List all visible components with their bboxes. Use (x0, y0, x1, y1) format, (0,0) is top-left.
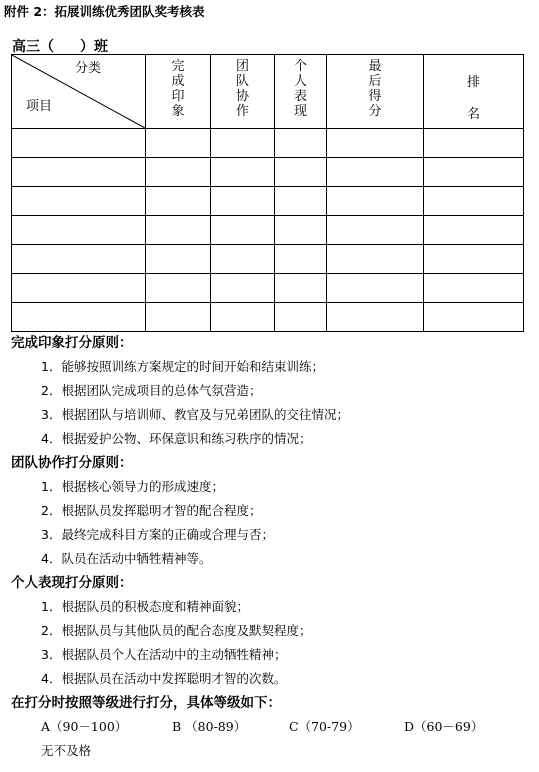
score-cell[interactable] (327, 129, 424, 158)
grade-c: C（70-79） (289, 719, 360, 734)
score-cell[interactable] (211, 303, 275, 332)
table-row (12, 245, 524, 274)
score-cell[interactable] (424, 187, 524, 216)
score-cell[interactable] (146, 158, 211, 187)
score-cell[interactable] (275, 187, 327, 216)
column-header-rank: 排 名 (424, 55, 524, 129)
section-title: 团队协作打分原则： (11, 455, 133, 471)
rule-item: 1．根据队员的积极态度和精神面貌； (41, 599, 249, 614)
section-title: 个人表现打分原则： (11, 575, 133, 591)
score-cell[interactable] (424, 303, 524, 332)
table-row (12, 129, 524, 158)
rule-item: 4．根据队员在活动中发挥聪明才智的次数。 (41, 671, 287, 686)
table-row (12, 158, 524, 187)
rule-item: 2．根据团队完成项目的总体气氛营造； (41, 383, 262, 398)
grade-a: A（90－100） (41, 719, 128, 734)
score-cell[interactable] (211, 216, 275, 245)
score-cell[interactable] (211, 245, 275, 274)
score-cell[interactable] (146, 274, 211, 303)
rules-section-individual (11, 571, 531, 691)
score-cell[interactable] (327, 216, 424, 245)
column-header-completion: 完成印象 (146, 55, 211, 129)
rule-item: 3．最终完成科目方案的正确或合理与否； (41, 527, 274, 542)
score-cell[interactable] (275, 158, 327, 187)
score-cell[interactable] (275, 129, 327, 158)
score-cell[interactable] (327, 158, 424, 187)
grade-d: D（60－69） (404, 719, 484, 734)
corner-item-label: 项目 (26, 99, 53, 114)
score-cell[interactable] (211, 129, 275, 158)
table-row (12, 216, 524, 245)
grade-b: B （80-89） (172, 719, 247, 734)
rule-item: 1．根据核心领导力的形成速度； (41, 479, 224, 494)
rules-section-completion (11, 331, 531, 451)
table-row (12, 274, 524, 303)
score-cell[interactable] (146, 187, 211, 216)
table-header-row (12, 55, 524, 129)
score-cell[interactable] (327, 303, 424, 332)
score-cell[interactable] (275, 216, 327, 245)
column-header-final-score: 最后得分 (327, 55, 424, 129)
section-title: 完成印象打分原则： (11, 335, 133, 351)
rule-item: 4．根据爱护公物、环保意识和练习秩序的情况； (41, 431, 312, 446)
score-cell[interactable] (12, 129, 146, 158)
table-row (12, 303, 524, 332)
score-cell[interactable] (12, 187, 146, 216)
class-label-prefix: 高三（ (12, 39, 54, 55)
corner-header-cell (12, 55, 146, 129)
score-cell[interactable] (424, 216, 524, 245)
score-cell[interactable] (12, 303, 146, 332)
score-cell[interactable] (327, 187, 424, 216)
column-header-individual: 个人表现 (275, 55, 327, 129)
class-label-suffix: ）班 (80, 39, 108, 55)
score-cell[interactable] (424, 274, 524, 303)
score-cell[interactable] (211, 158, 275, 187)
grading-title: 在打分时按照等级进行打分，具体等级如下： (11, 695, 281, 711)
score-cell[interactable] (211, 187, 275, 216)
score-cell[interactable] (12, 216, 146, 245)
score-cell[interactable] (424, 245, 524, 274)
rule-item: 2．根据队员与其他队员的配合态度及默契程度； (41, 623, 312, 638)
column-header-teamwork: 团队协作 (211, 55, 275, 129)
score-cell[interactable] (275, 245, 327, 274)
rules-section-teamwork (11, 451, 531, 571)
score-cell[interactable] (146, 129, 211, 158)
score-cell[interactable] (327, 245, 424, 274)
class-label (12, 36, 108, 56)
score-cell[interactable] (211, 274, 275, 303)
rule-item: 3．根据队员个人在活动中的主动牺牲精神； (41, 647, 287, 662)
grade-list (11, 715, 531, 739)
score-table (11, 54, 524, 332)
score-cell[interactable] (424, 129, 524, 158)
score-cell[interactable] (275, 274, 327, 303)
score-cell[interactable] (12, 158, 146, 187)
rule-item: 1．能够按照训练方案规定的时间开始和结束训练； (41, 359, 324, 374)
score-cell[interactable] (146, 303, 211, 332)
rule-item: 4．队员在活动中牺牲精神等。 (41, 551, 212, 566)
document-title: 附件 2：拓展训练优秀团队奖考核表 (4, 4, 205, 19)
grading-section (11, 691, 531, 763)
score-cell[interactable] (146, 216, 211, 245)
table-row (12, 187, 524, 216)
rule-item: 2．根据队员发挥聪明才智的配合程度； (41, 503, 262, 518)
no-fail-note: 无不及格 (41, 743, 92, 758)
scoring-rules (11, 331, 531, 763)
score-cell[interactable] (12, 245, 146, 274)
score-cell[interactable] (424, 158, 524, 187)
rule-item: 3．根据团队与培训师、教官及与兄弟团队的交往情况； (41, 407, 349, 422)
score-cell[interactable] (275, 303, 327, 332)
score-cell[interactable] (146, 245, 211, 274)
score-cell[interactable] (12, 274, 146, 303)
score-cell[interactable] (327, 274, 424, 303)
corner-category-label: 分类 (74, 61, 101, 76)
